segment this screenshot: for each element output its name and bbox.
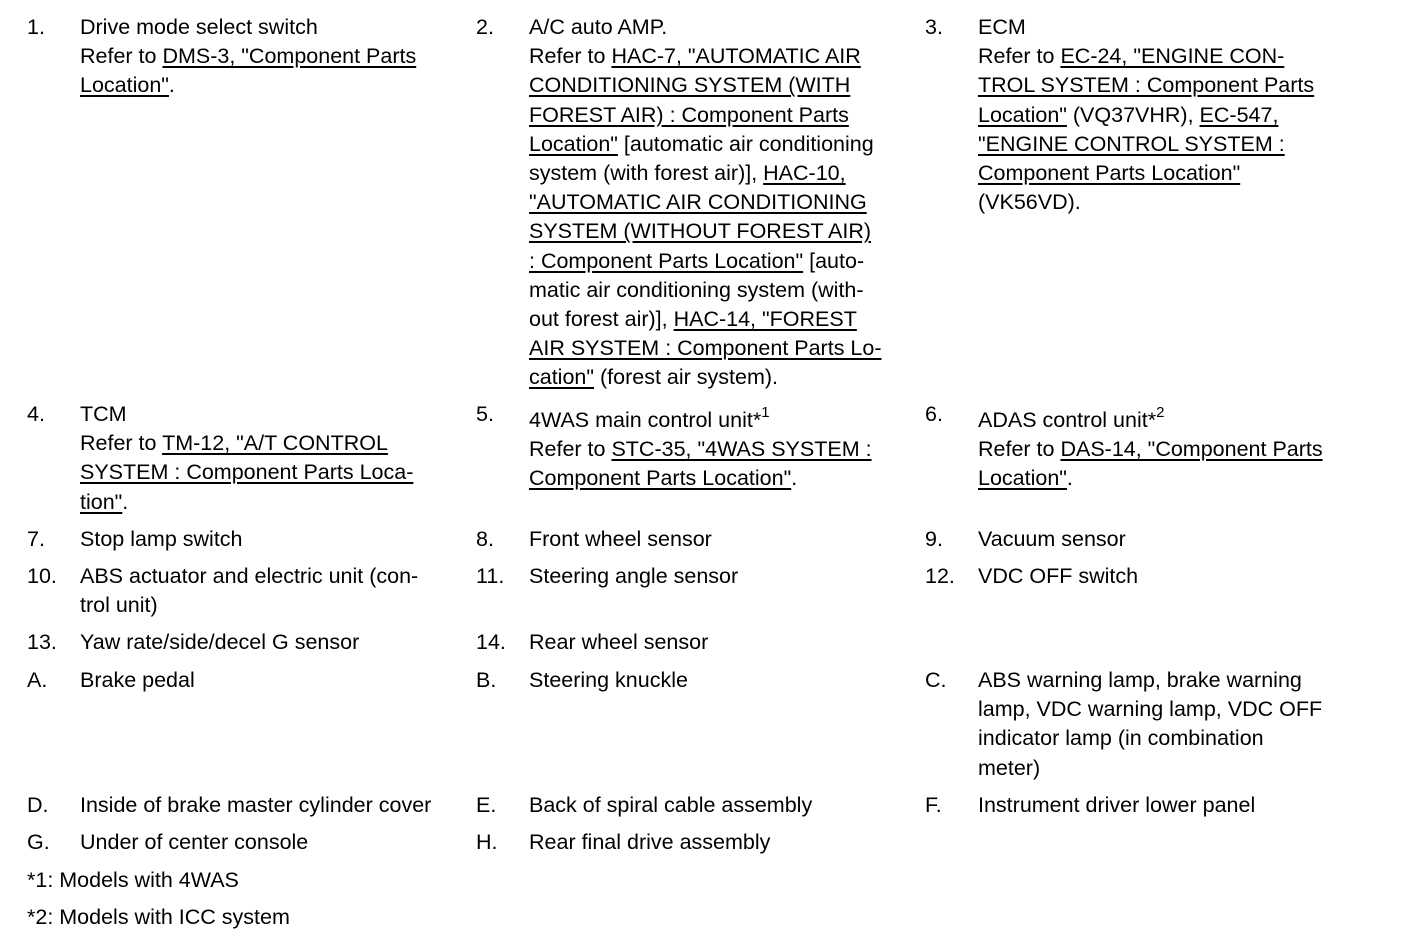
item-title: TCM: [80, 402, 127, 426]
item-number: H.: [476, 830, 498, 854]
reference-link[interactable]: "AUTOMATIC AIR CONDITIONING: [529, 190, 867, 215]
reference-link[interactable]: HAC-7, "AUTOMATIC AIR: [611, 44, 861, 69]
item-title: ADAS control unit*: [978, 408, 1157, 432]
item-number: 2.: [476, 15, 494, 39]
reference-link[interactable]: Component Parts Location": [978, 160, 1241, 185]
item-title: Front wheel sensor: [529, 527, 712, 551]
item-title: Vacuum sensor: [978, 527, 1126, 551]
item-number: D.: [27, 793, 49, 817]
item-number: F.: [925, 793, 942, 817]
item-number: 1.: [27, 15, 45, 39]
reference-link[interactable]: Location": [80, 73, 169, 98]
reference-link[interactable]: DAS-14, "Component Parts: [1060, 437, 1323, 462]
item-number: 6.: [925, 402, 943, 426]
item-title: 4WAS main control unit*: [529, 408, 762, 432]
reference-link[interactable]: Component Parts Location": [529, 466, 792, 491]
item-title: Brake pedal: [80, 668, 195, 692]
item-title: ECM: [978, 15, 1026, 39]
reference-link[interactable]: FOREST AIR) : Component Parts: [529, 102, 849, 127]
item-number: 12.: [925, 564, 955, 588]
item-number: 13.: [27, 630, 57, 654]
reference-link[interactable]: SYSTEM : Component Parts Loca-: [80, 460, 414, 485]
item-title: Steering angle sensor: [529, 564, 739, 588]
reference-link[interactable]: TM-12, "A/T CONTROL: [162, 431, 388, 456]
item-number: C.: [925, 668, 947, 692]
ref-prefix: Refer to: [80, 44, 163, 69]
item-title: ABS warning lamp, brake warning: [978, 668, 1302, 692]
item-number: 9.: [925, 527, 943, 551]
reference-link[interactable]: DMS-3, "Component Parts: [162, 44, 417, 69]
item-number: 5.: [476, 402, 494, 426]
reference-link[interactable]: Location": [978, 466, 1067, 491]
item-number: 10.: [27, 564, 57, 588]
item-number: 3.: [925, 15, 943, 39]
item-title: Back of spiral cable assembly: [529, 793, 813, 817]
item-title: VDC OFF switch: [978, 564, 1139, 588]
item-title: Stop lamp switch: [80, 527, 243, 551]
item-number: 7.: [27, 527, 45, 551]
item-title: Instrument driver lower panel: [978, 793, 1256, 817]
item-number: 11.: [476, 564, 505, 588]
reference-link[interactable]: SYSTEM (WITHOUT FOREST AIR): [529, 219, 872, 244]
item-title: Yaw rate/side/decel G sensor: [80, 630, 360, 654]
item-number: 4.: [27, 402, 45, 426]
reference-link[interactable]: tion": [80, 489, 123, 514]
item-number: E.: [476, 793, 497, 817]
footnote-1: *1: Models with 4WAS: [27, 868, 239, 892]
reference-link[interactable]: HAC-10,: [763, 160, 846, 185]
item-title: Inside of brake master cylinder cover: [80, 793, 432, 817]
item-title: ABS actuator and electric unit (con-: [80, 564, 419, 588]
item-title: Rear final drive assembly: [529, 830, 771, 854]
reference-link[interactable]: "ENGINE CONTROL SYSTEM :: [978, 131, 1285, 156]
document-page: 1. Drive mode select switch Refer to DMS-3, "Component Parts Location". 2. A/C auto AMP. Refer to HAC-7, "AUTOMATIC AIR CONDITIONING SYSTEM (WITH FOREST AIR) : Component Parts Location" [automatic air conditioning system (with forest air)], HAC-10, "AUTOMATIC AIR CONDITIONING SYSTEM (WITHOUT FOREST AIR) : Component Parts Location" [auto- matic air conditioning system (with- out forest air)], HAC-14, "FOREST AIR SYSTEM : Component Parts Lo- cation" (forest air system). 3. ECM Refer to EC-24, "ENGINE CON- TROL SYSTEM : Component Parts Location" (VQ37VHR), EC-547, "ENGINE CONTROL SYSTEM : Component Parts Location" (VK56VD). 4. TCM Refer to TM-12, "A/T CONTROL SYSTEM : Component Parts Loca- tion". 5. 4WAS main control unit*$^1$ Refer to STC-35, "4WAS SYSTEM : Component Parts Location". 6. ADAS control unit*$^2$ Refer to DAS-14, "Component Parts Location". 7. Stop lamp switch 8. Front wheel sensor 9. Vacuum sensor 10. ABS actuator and electric unit (con- trol unit) 11. Steering angle sensor 12. VDC OFF switch 13. Yaw rate/side/decel G sensor 14. Rear wheel sensor A. Brake pedal B. Steering knuckle C. ABS warning lamp, brake warning lamp, VDC warning lamp, VDC OFF indicator lamp (in combination meter) D. Inside of brake master cylinder cover E. Back of spiral cable assembly F. Instrument driver lower panel G. Under of center console H. Rear final drive assembly *1: Models with 4WAS *2: Models with ICC system: [0, 0, 1408, 942]
item-title: Steering knuckle: [529, 668, 688, 692]
item-title: A/C auto AMP.: [529, 15, 668, 39]
reference-link[interactable]: EC-24, "ENGINE CON-: [1060, 44, 1285, 69]
reference-link[interactable]: EC-547,: [1199, 102, 1279, 127]
footnote-marker: 1: [761, 403, 770, 421]
footnote-2: *2: Models with ICC system: [27, 905, 290, 929]
reference-link[interactable]: AIR SYSTEM : Component Parts Lo-: [529, 336, 882, 361]
reference-link[interactable]: Location": [529, 131, 618, 156]
reference-link[interactable]: HAC-14, "FOREST: [673, 306, 857, 331]
item-title: Drive mode select switch: [80, 15, 318, 39]
item-number: G.: [27, 830, 50, 854]
reference-link[interactable]: CONDITIONING SYSTEM (WITH: [529, 73, 851, 98]
reference-link[interactable]: STC-35, "4WAS SYSTEM :: [611, 437, 872, 462]
item-number: 14.: [476, 630, 506, 654]
item-title: Rear wheel sensor: [529, 630, 709, 654]
footnote-marker: 2: [1156, 403, 1165, 421]
item-number: B.: [476, 668, 497, 692]
item-number: 8.: [476, 527, 494, 551]
reference-link[interactable]: Location": [978, 102, 1067, 127]
reference-link[interactable]: : Component Parts Location": [529, 248, 804, 273]
reference-link[interactable]: TROL SYSTEM : Component Parts: [978, 73, 1315, 98]
item-title: Under of center console: [80, 830, 309, 854]
item-number: A.: [27, 668, 48, 692]
reference-link[interactable]: cation": [529, 365, 595, 390]
